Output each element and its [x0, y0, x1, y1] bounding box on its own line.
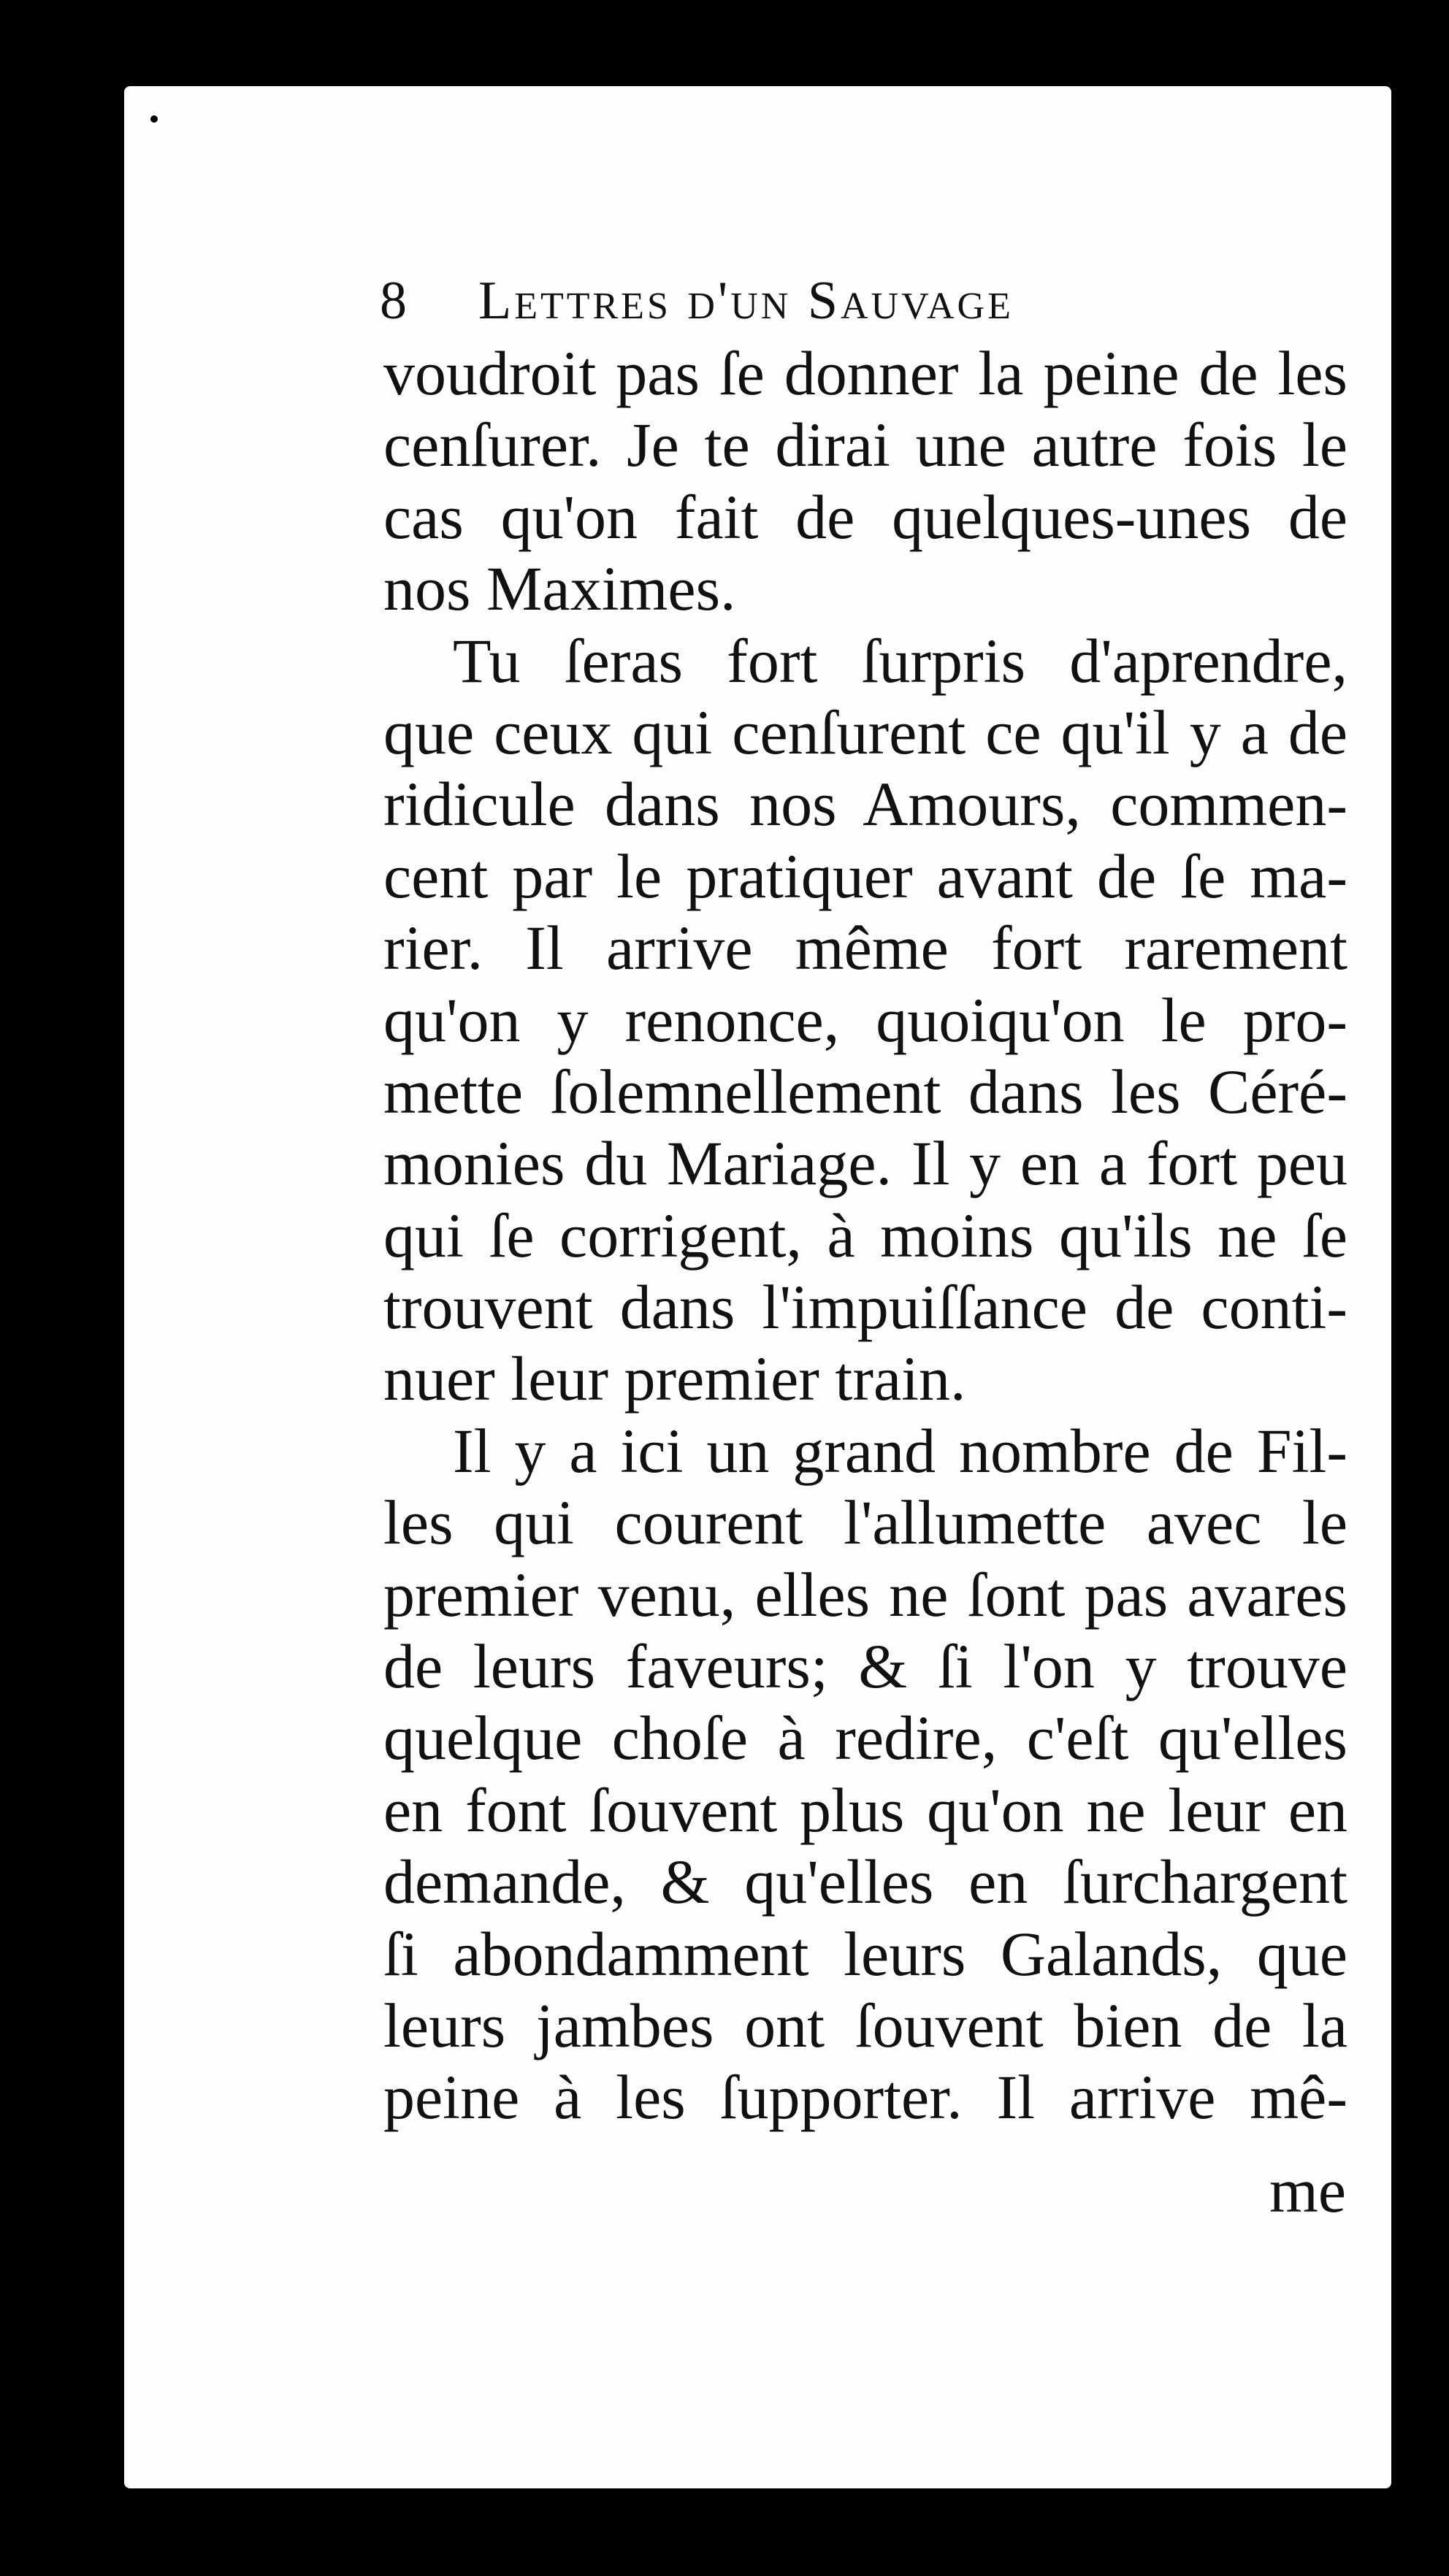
text-line: demande, & qu'elles en ſurchargent — [383, 1847, 1347, 1917]
page-number: 8 — [380, 271, 410, 331]
text-line: cent par le pratiquer avant de ſe ma- — [383, 840, 1347, 911]
text-line: peine à les ſupporter. Il arrive mê- — [383, 2062, 1347, 2133]
text-line: cenſurer. Je te dirai une autre fois le — [383, 410, 1347, 480]
catchword: me — [1269, 2155, 1347, 2226]
text-line: rier. Il arrive même fort rarement — [383, 913, 1347, 984]
running-header — [380, 270, 1351, 332]
text-line: nos Maximes. — [383, 553, 736, 624]
text-line: monies du Mariage. Il y en a fort peu — [383, 1128, 1347, 1199]
text-line: trouvent dans l'impuiſſance de conti- — [383, 1272, 1347, 1343]
text-line: leurs jambes ont ſouvent bien de la — [383, 1990, 1347, 2061]
text-line: qui ſe corrigent, à moins qu'ils ne ſe — [383, 1200, 1347, 1270]
text-line: qu'on y renonce, quoiqu'on le pro- — [383, 984, 1347, 1055]
text-line: voudroit pas ſe donner la peine de les — [383, 338, 1347, 408]
text-line: en font ſouvent plus qu'on ne leur en — [383, 1774, 1347, 1845]
body-text — [383, 337, 1347, 2134]
text-line: les qui courent l'allumette avec le — [383, 1487, 1347, 1558]
text-line: quelque choſe à redire, c'eſt qu'elles — [383, 1703, 1347, 1774]
text-line: cas qu'on fait de quelques-unes de — [383, 481, 1347, 552]
text-line: mette ſolemnellement dans les Céré- — [383, 1056, 1347, 1127]
text-line: de leurs faveurs; & ſi l'on y trouve — [383, 1631, 1347, 1702]
text-line: ridicule dans nos Amours, commen- — [383, 769, 1347, 840]
text-line: que ceux qui cenſurent ce qu'il y a de — [383, 697, 1347, 767]
ink-speck — [150, 115, 158, 123]
text-line: Il y a ici un grand nombre de Fil- — [453, 1415, 1347, 1486]
text-line: Tu ſeras fort ſurpris d'aprendre, — [453, 625, 1347, 696]
text-line: nuer leur premier train. — [383, 1343, 966, 1414]
text-line: ſi abondamment leurs Galands, que — [383, 1918, 1347, 1989]
running-title: Lettres d'un Sauvage — [478, 271, 1014, 331]
text-line: premier venu, elles ne ſont pas avares — [383, 1559, 1347, 1630]
